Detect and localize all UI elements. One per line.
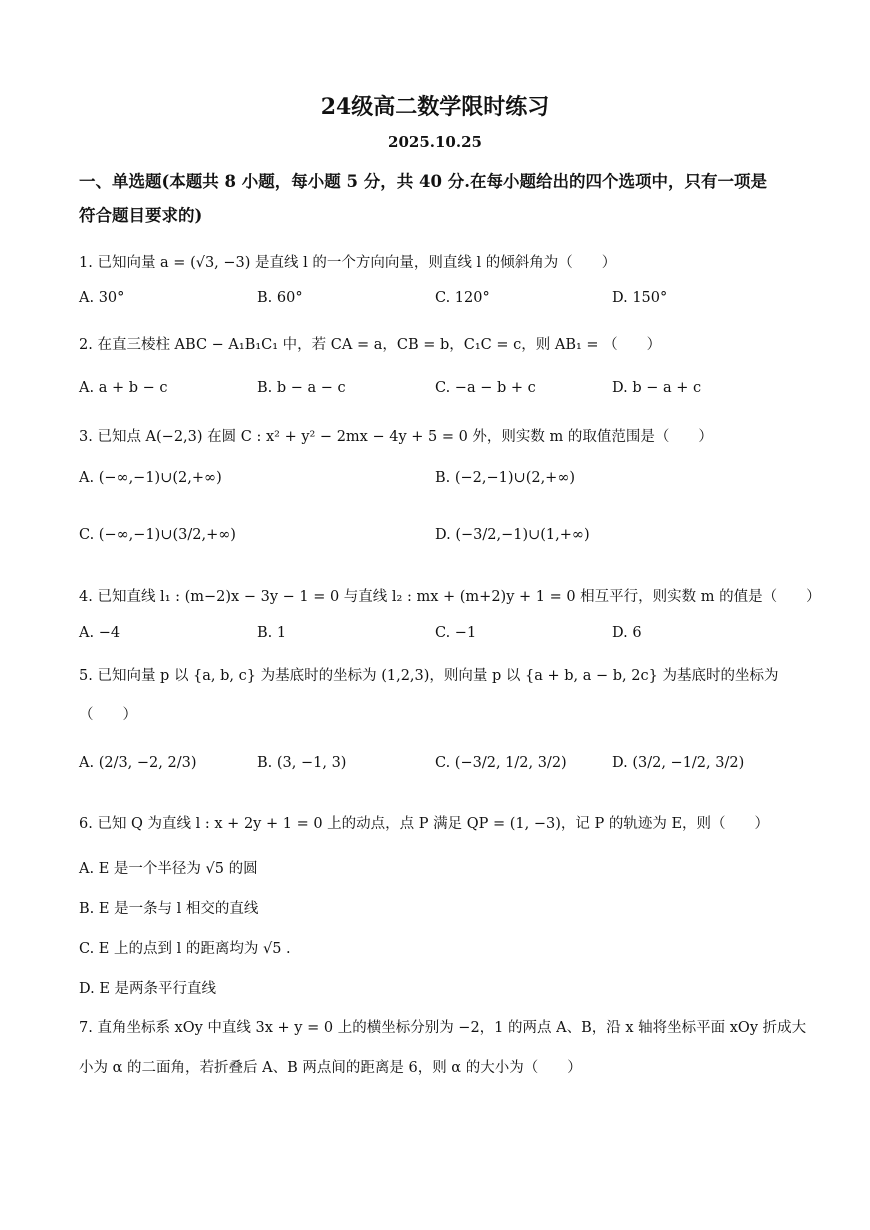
q4-option-b: B. 1	[257, 625, 287, 641]
q2-option-b: B. b − a − c	[257, 380, 346, 396]
page-title: 24级高二数学限时练习	[320, 94, 550, 120]
q2-option-a: A. a + b − c	[79, 380, 168, 396]
q2-option-c: C. −a − b + c	[435, 380, 536, 396]
question-2-stem: 2. 在直三棱柱 ABC − A₁B₁C₁ 中，若 CA = a，CB = b，C₁C = c，则 AB₁ = （ ）	[79, 337, 662, 353]
q5-option-c: C. (−3/2, 1/2, 3/2)	[435, 755, 567, 771]
q6-option-a: A. E 是一个半径为 √5 的圆	[79, 861, 258, 877]
q6-option-d: D. E 是两条平行直线	[79, 981, 217, 997]
q5-option-d: D. (3/2, −1/2, 3/2)	[612, 755, 745, 771]
q1-option-a: A. 30°	[79, 290, 125, 306]
question-3-stem: 3. 已知点 A(−2,3) 在圆 C : x² + y² − 2mx − 4y + 5 = 0 外，则实数 m 的取值范围是（ ）	[79, 429, 713, 445]
q1-option-d: D. 150°	[612, 290, 668, 306]
q5-option-b: B. (3, −1, 3)	[257, 755, 347, 771]
q4-option-a: A. −4	[79, 625, 121, 641]
q4-option-d: D. 6	[612, 625, 642, 641]
q1-option-b: B. 60°	[257, 290, 303, 306]
q3-option-d: D. (−3/2,−1)∪(1,+∞)	[435, 527, 590, 543]
question-7-stem-cont: 小为 α 的二面角，若折叠后 A、B 两点间的距离是 6，则 α 的大小为（ ）	[79, 1060, 582, 1076]
question-6-stem: 6. 已知 Q 为直线 l : x + 2y + 1 = 0 上的动点，点 P 满足 QP = (1, −3)，记 P 的轨迹为 E，则（ ）	[79, 816, 770, 832]
section-heading: 一、单选题(本题共 8 小题，每小题 5 分，共 40 分.在每小题给出的四个选项中，只有一项是	[79, 172, 767, 191]
section-heading-cont: 符合题目要求的)	[79, 206, 203, 225]
exam-date: 2025.10.25	[388, 133, 482, 151]
question-5-stem: 5. 已知向量 p 以 {a, b, c} 为基底时的坐标为 (1,2,3)，则向量 p 以 {a + b, a − b, 2c} 为基底时的坐标为	[79, 668, 779, 684]
q2-option-d: D. b − a + c	[612, 380, 702, 396]
q3-option-c: C. (−∞,−1)∪(3/2,+∞)	[79, 527, 236, 543]
question-5-stem-cont: （ ）	[79, 707, 137, 723]
q3-option-a: A. (−∞,−1)∪(2,+∞)	[79, 470, 222, 486]
question-1-stem: 1. 已知向量 a = (√3, −3) 是直线 l 的一个方向向量，则直线 l 的倾斜角为（ ）	[79, 255, 617, 271]
q6-option-b: B. E 是一条与 l 相交的直线	[79, 901, 259, 917]
q3-option-b: B. (−2,−1)∪(2,+∞)	[435, 470, 576, 486]
question-4-stem: 4. 已知直线 l₁ : (m−2)x − 3y − 1 = 0 与直线 l₂ : mx + (m+2)y + 1 = 0 相互平行，则实数 m 的值是（ ）	[79, 589, 821, 605]
q6-option-c: C. E 上的点到 l 的距离均为 √5 .	[79, 941, 291, 957]
q5-option-a: A. (2/3, −2, 2/3)	[79, 755, 197, 771]
q1-option-c: C. 120°	[435, 290, 490, 306]
question-7-stem: 7. 直角坐标系 xOy 中直线 3x + y = 0 上的横坐标分别为 −2，1 的两点 A、B，沿 x 轴将坐标平面 xOy 折成大	[79, 1020, 807, 1036]
q4-option-c: C. −1	[435, 625, 477, 641]
